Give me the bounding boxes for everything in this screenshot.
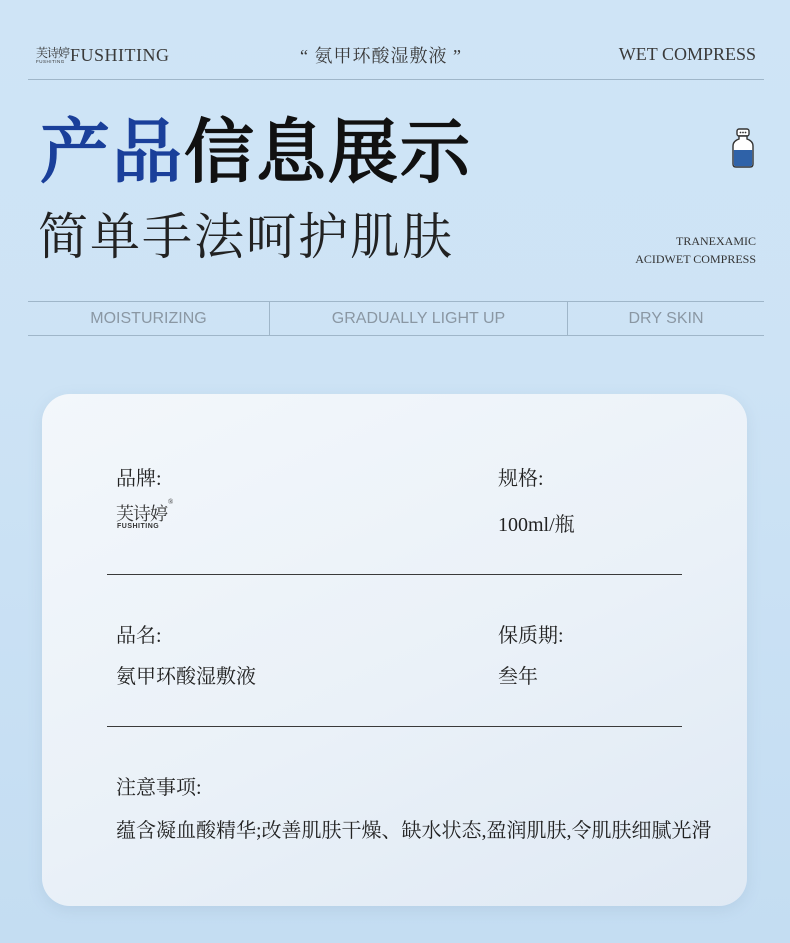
side-caption-line2: ACIDWET COMPRESS xyxy=(635,252,756,266)
brand xyxy=(36,44,170,66)
page-title-highlight: 产品 xyxy=(40,111,184,193)
page-title-rest: 信息展示 xyxy=(184,111,472,193)
divider xyxy=(107,726,682,727)
spec-value: 100ml/瓶 xyxy=(498,514,575,536)
page-title xyxy=(40,110,472,194)
keyword-dry-skin: DRY SKIN xyxy=(628,309,704,327)
info-card xyxy=(42,394,747,906)
brand-logo-image-cn: 芙诗婷 xyxy=(116,504,167,524)
keyword-bar xyxy=(28,301,764,336)
brand-logo-image-en: FUSHITING xyxy=(117,523,160,530)
divider xyxy=(107,574,682,575)
keyword-moisturizing: MOISTURIZING xyxy=(28,302,270,335)
header-bar xyxy=(28,36,764,80)
brand-logo-cn: 芙诗婷 xyxy=(36,46,70,60)
product-quote: “ 氨甲环酸湿敷液 ” xyxy=(300,46,462,66)
brand-name: FUSHITING xyxy=(70,44,170,65)
registered-mark: ® xyxy=(168,498,174,506)
side-caption-line1: TRANEXAMIC xyxy=(676,234,756,248)
page-subtitle: 简单手法呵护肌肤 xyxy=(38,208,454,266)
shelf-life-label: 保质期: xyxy=(498,625,564,647)
brand-logo-image xyxy=(116,500,176,534)
spec-label: 规格: xyxy=(498,468,544,490)
notes-value: 蕴含凝血酸精华;改善肌肤干燥、缺水状态,盈润肌肤,令肌肤细腻光滑 xyxy=(116,820,712,842)
brand-logo xyxy=(36,44,70,66)
side-caption xyxy=(635,232,756,268)
shelf-life-value: 叁年 xyxy=(498,666,538,688)
brand-label: 品牌: xyxy=(116,468,162,490)
brand-logo-en: FUSHITING xyxy=(36,59,65,64)
name-label: 品名: xyxy=(116,625,162,647)
notes-label: 注意事项: xyxy=(116,777,202,799)
header-right-text: WET COMPRESS xyxy=(618,44,756,64)
bottle-icon xyxy=(730,128,756,168)
name-value: 氨甲环酸湿敷液 xyxy=(116,666,256,688)
keyword-gradually-light-up: GRADUALLY LIGHT UP xyxy=(270,302,568,335)
